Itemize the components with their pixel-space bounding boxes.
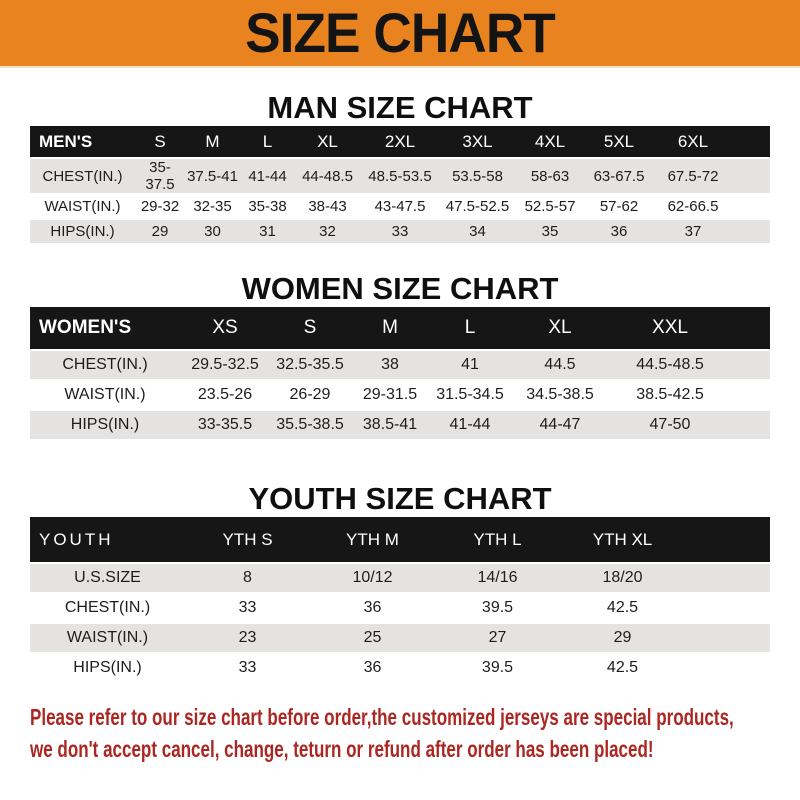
row-label-cell: WAIST(IN.) <box>30 380 180 410</box>
value-cell: 29-31.5 <box>350 380 430 410</box>
value-cell: 62-66.5 <box>653 194 733 219</box>
spacer-cell <box>730 380 770 410</box>
value-cell: 53.5-58 <box>440 158 515 194</box>
men-header-row <box>30 126 770 158</box>
value-cell: 36 <box>585 219 653 244</box>
value-cell: 37 <box>653 219 733 244</box>
youth-size-table <box>30 517 770 684</box>
spacer-cell <box>733 126 770 158</box>
value-cell: 8 <box>185 563 310 593</box>
value-cell: 58-63 <box>515 158 585 194</box>
value-cell: 52.5-57 <box>515 194 585 219</box>
order-disclaimer-note <box>30 701 800 765</box>
youth-hips-row <box>30 653 770 683</box>
row-label-cell: CHEST(IN.) <box>30 350 180 380</box>
women-corner-label: WOMEN'S <box>30 307 180 350</box>
size-header-cell: XL <box>295 126 360 158</box>
spacer-cell <box>685 653 770 683</box>
row-label-cell: CHEST(IN.) <box>30 593 185 623</box>
value-cell: 23 <box>185 623 310 653</box>
man-chart-heading: MAN SIZE CHART <box>267 90 533 125</box>
value-cell: 36 <box>310 593 435 623</box>
size-header-cell: 4XL <box>515 126 585 158</box>
value-cell: 39.5 <box>435 653 560 683</box>
spacer-cell <box>685 563 770 593</box>
youth-corner-label: YOUTH <box>30 517 185 563</box>
value-cell: 23.5-26 <box>180 380 270 410</box>
size-header-cell: 6XL <box>653 126 733 158</box>
value-cell: 44-48.5 <box>295 158 360 194</box>
banner-title: SIZE CHART <box>245 1 555 64</box>
value-cell: 32.5-35.5 <box>270 350 350 380</box>
value-cell: 35-37.5 <box>135 158 185 194</box>
size-header-cell: YTH XL <box>560 517 685 563</box>
disclaimer-line-2: we don't accept cancel, change, teturn or refund after order has been placed! <box>30 736 654 762</box>
women-chest-row <box>30 350 770 380</box>
value-cell: 35.5-38.5 <box>270 410 350 440</box>
value-cell: 44.5 <box>510 350 610 380</box>
value-cell: 14/16 <box>435 563 560 593</box>
value-cell: 67.5-72 <box>653 158 733 194</box>
women-chart-heading: WOMEN SIZE CHART <box>241 271 559 306</box>
value-cell: 29.5-32.5 <box>180 350 270 380</box>
spacer-cell <box>733 219 770 244</box>
value-cell: 34 <box>440 219 515 244</box>
size-header-cell: S <box>135 126 185 158</box>
youth-waist-row <box>30 623 770 653</box>
value-cell: 38.5-41 <box>350 410 430 440</box>
value-cell: 41-44 <box>430 410 510 440</box>
value-cell: 36 <box>310 653 435 683</box>
row-label-cell: WAIST(IN.) <box>30 194 135 219</box>
spacer-cell <box>730 350 770 380</box>
women-waist-row <box>30 380 770 410</box>
youth-chest-row <box>30 593 770 623</box>
value-cell: 41 <box>430 350 510 380</box>
value-cell: 33 <box>360 219 440 244</box>
value-cell: 38 <box>350 350 430 380</box>
size-header-cell: L <box>240 126 295 158</box>
disclaimer-line-1: Please refer to our size chart before order,the customized jerseys are special products, <box>30 704 734 730</box>
women-header-row <box>30 307 770 350</box>
size-header-cell: L <box>430 307 510 350</box>
value-cell: 31 <box>240 219 295 244</box>
value-cell: 26-29 <box>270 380 350 410</box>
men-waist-row <box>30 194 770 219</box>
value-cell: 57-62 <box>585 194 653 219</box>
size-header-cell: 3XL <box>440 126 515 158</box>
value-cell: 29-32 <box>135 194 185 219</box>
value-cell: 39.5 <box>435 593 560 623</box>
value-cell: 35-38 <box>240 194 295 219</box>
value-cell: 18/20 <box>560 563 685 593</box>
row-label-cell: HIPS(IN.) <box>30 653 185 683</box>
size-header-cell: XL <box>510 307 610 350</box>
value-cell: 29 <box>135 219 185 244</box>
value-cell: 42.5 <box>560 653 685 683</box>
value-cell: 47.5-52.5 <box>440 194 515 219</box>
value-cell: 47-50 <box>610 410 730 440</box>
value-cell: 41-44 <box>240 158 295 194</box>
size-header-cell: S <box>270 307 350 350</box>
size-header-cell: 5XL <box>585 126 653 158</box>
size-header-cell: M <box>350 307 430 350</box>
value-cell: 27 <box>435 623 560 653</box>
value-cell: 30 <box>185 219 240 244</box>
value-cell: 38-43 <box>295 194 360 219</box>
value-cell: 33 <box>185 593 310 623</box>
women-hips-row <box>30 410 770 440</box>
value-cell: 10/12 <box>310 563 435 593</box>
value-cell: 33-35.5 <box>180 410 270 440</box>
value-cell: 43-47.5 <box>360 194 440 219</box>
men-hips-row <box>30 219 770 244</box>
row-label-cell: HIPS(IN.) <box>30 219 135 244</box>
value-cell: 25 <box>310 623 435 653</box>
value-cell: 31.5-34.5 <box>430 380 510 410</box>
row-label-cell: U.S.SIZE <box>30 563 185 593</box>
size-header-cell: 2XL <box>360 126 440 158</box>
value-cell: 44-47 <box>510 410 610 440</box>
women-size-table <box>30 307 770 441</box>
value-cell: 33 <box>185 653 310 683</box>
youth-header-row <box>30 517 770 563</box>
men-size-table <box>30 126 770 245</box>
youth-chart-heading: YOUTH SIZE CHART <box>248 481 552 516</box>
row-label-cell: WAIST(IN.) <box>30 623 185 653</box>
value-cell: 32 <box>295 219 360 244</box>
value-cell: 38.5-42.5 <box>610 380 730 410</box>
spacer-cell <box>730 410 770 440</box>
men-chest-row <box>30 158 770 194</box>
row-label-cell: HIPS(IN.) <box>30 410 180 440</box>
value-cell: 34.5-38.5 <box>510 380 610 410</box>
value-cell: 35 <box>515 219 585 244</box>
value-cell: 48.5-53.5 <box>360 158 440 194</box>
spacer-cell <box>733 158 770 194</box>
row-label-cell: CHEST(IN.) <box>30 158 135 194</box>
value-cell: 44.5-48.5 <box>610 350 730 380</box>
size-header-cell: YTH M <box>310 517 435 563</box>
value-cell: 42.5 <box>560 593 685 623</box>
spacer-cell <box>685 593 770 623</box>
size-header-cell: XXL <box>610 307 730 350</box>
size-header-cell: XS <box>180 307 270 350</box>
youth-ussize-row <box>30 563 770 593</box>
men-corner-label: MEN'S <box>30 126 135 158</box>
value-cell: 37.5-41 <box>185 158 240 194</box>
spacer-cell <box>685 517 770 563</box>
spacer-cell <box>730 307 770 350</box>
size-header-cell: YTH L <box>435 517 560 563</box>
value-cell: 63-67.5 <box>585 158 653 194</box>
size-chart-banner <box>0 0 800 68</box>
size-header-cell: M <box>185 126 240 158</box>
spacer-cell <box>685 623 770 653</box>
size-header-cell: YTH S <box>185 517 310 563</box>
value-cell: 32-35 <box>185 194 240 219</box>
value-cell: 29 <box>560 623 685 653</box>
spacer-cell <box>733 194 770 219</box>
